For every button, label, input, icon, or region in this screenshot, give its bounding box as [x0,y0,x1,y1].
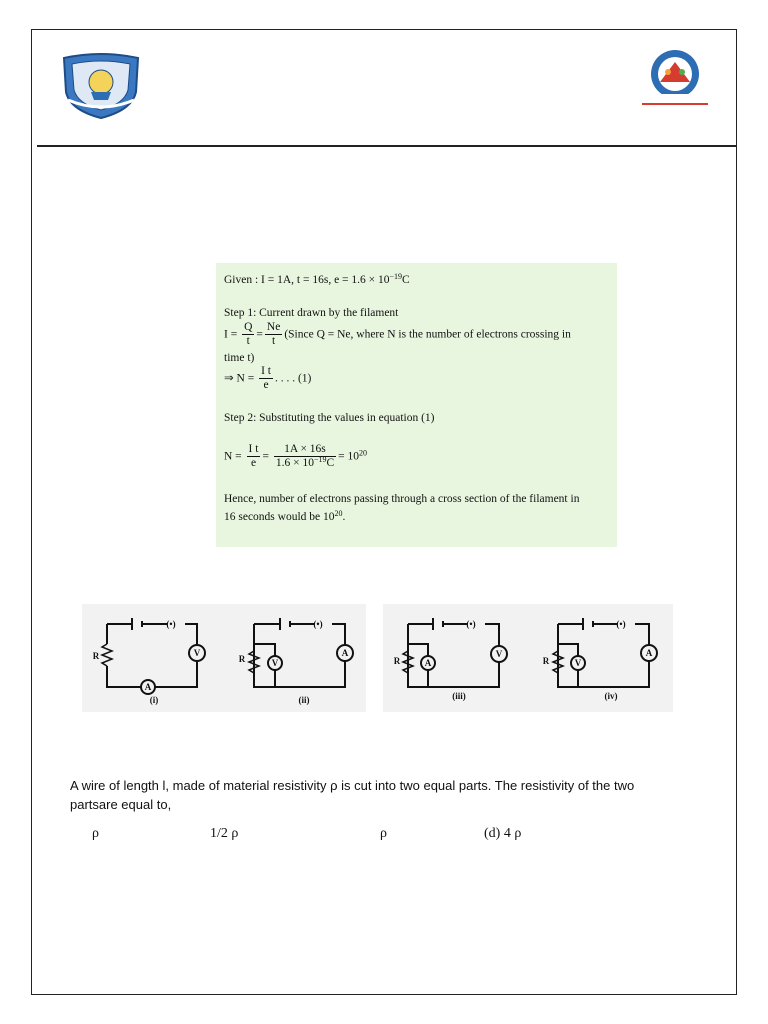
voltmeter-iv: V [574,658,582,668]
voltmeter-ii: V [271,658,279,668]
key-i: (•) [166,619,176,629]
key-ii: (•) [313,619,323,629]
option-a: ρ [92,826,99,841]
circuit-label-iii: (iii) [452,691,466,701]
resistor-label-i: R [92,651,100,661]
question-text: A wire of length l, made of material resistivity ρ is cut into two equal parts. The resistivity of the two partsare equal to, [70,778,635,812]
circuit-label-ii: (ii) [298,695,310,705]
circuit-label-iv: (iv) [604,691,618,701]
option-b: 1/2 ρ [210,826,239,841]
circuit-diagrams-i-ii [82,604,366,712]
result-value: = 10 [338,450,360,463]
substitution-lhs: N = [224,450,242,463]
circuit-ii [249,618,353,687]
circuit-diagrams-iii-iv [383,604,673,712]
implies-n: ⇒ N = [224,372,255,385]
fraction-ne-over-t: $\frac{Ne}{t}$ [266,321,281,348]
given-unit: C [402,274,410,286]
given-line [224,273,410,287]
voltmeter-iii: V [495,649,503,659]
option-c: ρ [380,826,387,841]
fraction-q-over-t: $\frac{Q}{t}$ [244,321,253,348]
resistor-label-iv: R [542,656,550,666]
circuit-panel-right [383,604,673,712]
ammeter-i: A [144,682,152,692]
substitution-formula: N = $\frac{\text{I t}}{e}$ = $\frac{1A \times 16s}{1.6 \times 10^{-19}C}$ = $10^{20}$ [224,443,368,470]
ammeter-iv: A [645,648,653,658]
circuit-iv [553,618,657,687]
key-iii: (•) [466,619,476,629]
fraction-it-over-e: $\frac{\text{I t}}{e}$ [261,365,271,392]
hence-line-2: 16 seconds would be $10^{20}$. [224,509,346,523]
ammeter-iii: A [424,658,432,668]
fraction-it-over-e-2: $\frac{\text{I t}}{e}$ [248,443,259,470]
n-formula [224,365,311,392]
circuit-label-i: (i) [149,695,159,705]
school-crest-logo [58,52,144,120]
circuit-iii [403,618,507,687]
key-iv: (•) [616,619,626,629]
step1-title: Step 1: Current drawn by the filament [224,307,399,319]
ammeter-ii: A [341,648,349,658]
circuit-panel-left [82,604,366,712]
resistor-label-iii: R [393,656,401,666]
step2-title: Step 2: Substituting the values in equation (1) [224,412,435,424]
current-lhs: I = [224,328,238,341]
circuit-i [102,618,205,694]
fraction-values: $\frac{1A \times 16s}{1.6 \times 10^{-19}C}$ [275,443,335,470]
nabet-logo [628,48,722,106]
solution-box [216,263,617,547]
voltmeter-i: V [193,648,201,658]
given-exponent: −19 [389,272,403,281]
hence-line-1: Hence, number of electrons passing through a cross section of the filament in [224,493,580,505]
given-text: Given : I = 1A, t = 16s, e = 1.6 × 10 [224,274,390,286]
resistor-label-ii: R [238,654,246,664]
current-formula: I = $\frac{Q}{t}$ = $\frac{Ne}{t}$ (Since Q = Ne, where N is the number of electrons crossing in [224,321,571,348]
header-rule [37,145,737,147]
result-exponent: 20 [359,448,368,458]
equation-tag: . . . . (1) [274,372,312,385]
time-note: time t) [224,352,255,364]
since-note: (Since Q = Ne, where N is the number of electrons crossing in [284,328,571,341]
option-d: (d) 4 ρ [484,826,522,841]
